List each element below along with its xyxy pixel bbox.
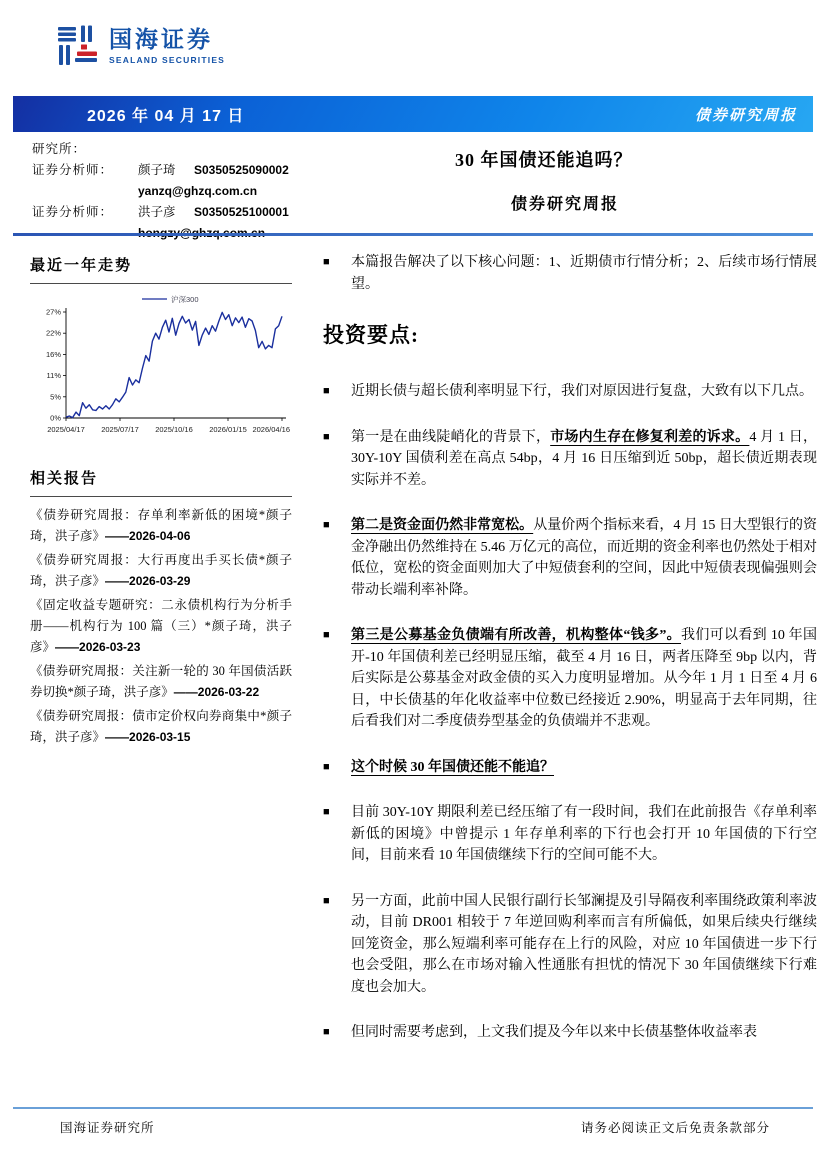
svg-text:27%: 27% — [45, 307, 61, 317]
brand-name-cn: 国海证券 — [109, 27, 213, 53]
report-date: ——2026-04-06 — [105, 529, 191, 543]
bullet-item — [323, 515, 817, 601]
svg-text:2026/04/16: 2026/04/16 — [252, 425, 290, 434]
svg-text:22%: 22% — [45, 328, 61, 338]
sidebar — [30, 254, 292, 751]
bullet-text: 目前 30Y-10Y 期限利差已经压缩了有一段时间，我们在此前报告《存单利率新低的困境》中曾提示 1 年存单利率的下行也会打开 10 年国债的下行空间，目前来看 10 年国债继续下行的空间可能不大。 — [351, 805, 817, 863]
svg-text:2025/07/17: 2025/07/17 — [101, 425, 139, 434]
bullet-item — [323, 625, 817, 733]
bullet-item — [323, 757, 817, 779]
bullet-marker-icon: ■ — [323, 806, 330, 818]
footer-divider — [13, 1107, 813, 1109]
institute-label: 研究所： — [32, 142, 87, 156]
main-content — [323, 252, 817, 1068]
bullet-text: 另一方面，此前中国人民银行副行长邹澜提及引导隔夜利率围绕政策利率波动，目前 DR001 相较于 7 年逆回购利率而言有所偏低，如果后续央行继续回笼资金，那么短端利率可能存在上行的风险，对应 10 年国债进一步下行也会受阻，那么在市场对输入性通胀有担忧的情况下 30 年国债继续下行难度也会加大。 — [351, 893, 817, 995]
analyst-block — [32, 139, 402, 244]
svg-text:2026/01/15: 2026/01/15 — [209, 425, 247, 434]
analyst-role-label: 证券分析师： — [32, 205, 114, 219]
svg-text:11%: 11% — [46, 371, 61, 381]
report-title: 《债券研究周报：大行再度出手买长债*颜子琦，洪子彦》 — [30, 553, 292, 588]
bullet-text: 第一是在曲线陡峭化的背景下，市场内生存在修复利差的诉求。4 月 1 日，30Y-10Y 国债利差在高点 54bp，4 月 16 日压缩到近 50bp，超长债近期表现实际并不差。 — [351, 429, 818, 488]
bullet-marker-icon: ■ — [323, 519, 330, 531]
report-item — [30, 550, 292, 592]
bullet-text: 本篇报告解决了以下核心问题：1、近期债市行情分析；2、后续市场行情展望。 — [351, 255, 817, 292]
svg-text:2025/10/16: 2025/10/16 — [155, 425, 193, 434]
svg-text:0%: 0% — [50, 413, 61, 423]
svg-text:沪深300: 沪深300 — [171, 295, 199, 304]
footer-disclaimer: 请务必阅读正文后免责条款部分 — [580, 1121, 770, 1135]
bullet-marker-icon: ■ — [323, 256, 330, 268]
report-date: ——2026-03-29 — [105, 574, 191, 588]
bullet-marker-icon: ■ — [323, 894, 330, 907]
bullet-marker-icon: ■ — [323, 760, 330, 773]
header-divider — [13, 233, 813, 236]
report-title: 《债券研究周报：存单利率新低的困境*颜子琦，洪子彦》 — [30, 508, 292, 543]
bullet-item — [323, 891, 817, 999]
report-date: ——2026-03-23 — [55, 640, 141, 654]
report-date: 2026 年 04 月 17 日 — [87, 107, 245, 125]
analyst-role-label: 证券分析师： — [32, 163, 114, 177]
report-date: ——2026-03-15 — [105, 730, 191, 744]
point-bullets — [323, 381, 817, 1044]
svg-text:16%: 16% — [45, 349, 61, 359]
analyst-sac-number: S0350525090002 — [194, 163, 289, 177]
bullet-marker-icon: ■ — [323, 629, 330, 641]
key-points-heading: 投资要点: — [323, 323, 419, 347]
bullet-text: 第三是公募基金负债端有所改善，机构整体“钱多”。我们可以看到 10 年国开-10 年国债利差已经明显压缩，截至 4 月 16 日，两者压降至 9bp 以内，背后实际是公募基金对政金债的买入力度明显增加。从今年 1 月 1 日至 4 月 6 日，中长债基的年化收益率中位数已经接近 2.90%，明显高于去年同期，往后看我们对二季度债券型基金的负债端并不悲观。 — [351, 628, 817, 729]
bullet-marker-icon: ■ — [323, 430, 330, 443]
bullet-text: 近期长债与超长债利率明显下行，我们对原因进行复盘，大致有以下几点。 — [351, 384, 813, 399]
bullet-item — [323, 427, 817, 492]
bullet-item — [323, 252, 817, 295]
analyst-email: yanzq@ghzq.com.cn — [138, 184, 258, 198]
report-title: 《债券研究周报：关注新一轮的 30 年国债活跃券切换*颜子琦，洪子彦》 — [30, 664, 292, 699]
analyst-name: 洪子彦 — [138, 205, 176, 219]
report-item — [30, 706, 292, 748]
report-title: 《债券研究周报：债市定价权向券商集中*颜子琦，洪子彦》 — [30, 709, 292, 744]
title-block — [455, 146, 795, 214]
related-reports-list — [30, 505, 292, 748]
sealand-logo-icon — [56, 25, 100, 67]
trend-section-title: 最近一年走势 — [30, 254, 292, 284]
footer-institute: 国海证券研究所 — [60, 1121, 155, 1135]
analyst-row — [32, 202, 402, 223]
bullet-text: 但同时需要考虑到，上文我们提及今年以来中长债基整体收益率表 — [351, 1025, 757, 1040]
brand-header — [56, 25, 225, 67]
bullet-text: 第二是资金面仍然非常宽松。从量价两个指标来看，4 月 15 日大型银行的资金净融出仍然维持在 5.46 万亿元的高位，而近期的资金利率也仍然处于相对低位，宽松的资金面则加大了中短债套利的空间，因此中短债表现偏强则会带动长端利率补降。 — [351, 518, 818, 598]
related-section-title: 相关报告 — [30, 467, 292, 497]
analyst-sac-number: S0350525100001 — [194, 205, 289, 219]
trend-chart — [30, 290, 292, 443]
intro-bullets — [323, 252, 817, 295]
analyst-row — [32, 160, 402, 181]
report-subtitle: 债券研究周报 — [510, 196, 619, 213]
bullet-text: 这个时候 30 年国债还能不能追？ — [351, 759, 554, 775]
brand-name-en: SEALAND SECURITIES — [109, 54, 226, 65]
bullet-item — [323, 381, 817, 403]
report-item — [30, 661, 292, 703]
report-title: 30 年国债还能追吗？ — [455, 150, 633, 170]
report-item — [30, 505, 292, 547]
report-date: ——2026-03-22 — [173, 685, 260, 699]
report-title: 《固定收益专题研究：二永债机构行为分析手册——机构行为 100 篇（三）*颜子琦，洪子彦》 — [30, 598, 292, 654]
analyst-name: 颜子琦 — [138, 163, 176, 177]
report-category-label: 债券研究周报 — [694, 107, 797, 124]
bullet-marker-icon: ■ — [323, 385, 330, 397]
bullet-item — [323, 1022, 817, 1044]
report-item — [30, 595, 292, 658]
bullet-marker-icon: ■ — [323, 1026, 330, 1038]
report-header-bar — [13, 96, 813, 132]
svg-text:2025/04/17: 2025/04/17 — [47, 425, 85, 434]
svg-text:5%: 5% — [50, 392, 61, 402]
bullet-item — [323, 802, 817, 867]
